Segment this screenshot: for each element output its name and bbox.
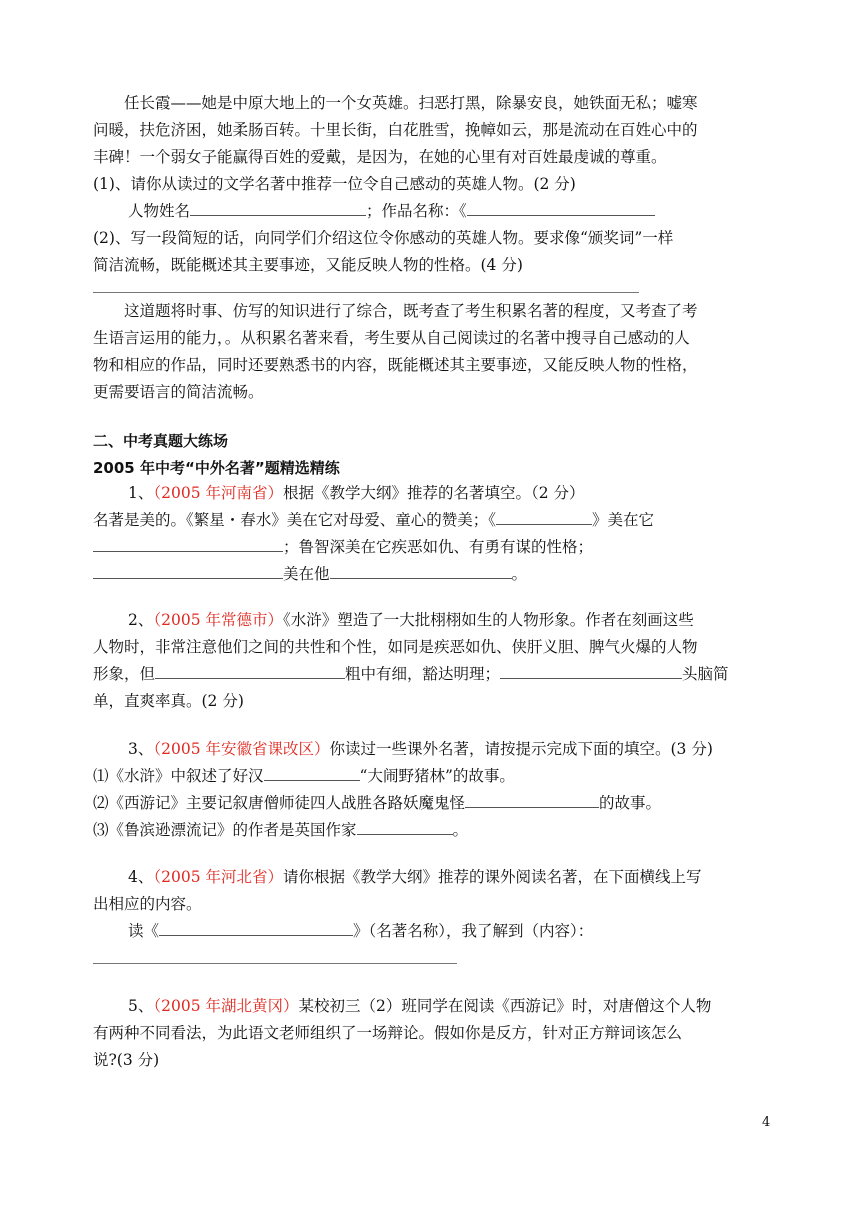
q3-item-1 <box>93 763 773 790</box>
q1-number: 1、 <box>128 484 154 502</box>
q2-line-2: 人物时，非常注意他们之间的共性和个性，如同是疾恶如仇、侠肝义胆、脾气火爆的人物 <box>93 638 698 656</box>
q1-line-4 <box>93 561 773 588</box>
analysis-line-2: 生语言运用的能力，。从积累名著来看，考生要从自己阅读过的名著中搜寻自己感动的人 <box>93 329 690 347</box>
q1-line-3-text: ；鲁智深美在它疾恶如仇、有勇有谋的性格； <box>283 538 594 556</box>
q1-text: 根据《教学大纲》推荐的名著填空。（2 分） <box>283 484 585 502</box>
q1-line-2-a: 名著是美的。《繁星・春水》美在它对母爱、童心的赞美；《 <box>93 511 497 529</box>
analysis-line-4: 更需要语言的简洁流畅。 <box>93 383 264 401</box>
q3-blank-2[interactable] <box>465 790 599 808</box>
q3-blank-1[interactable] <box>264 763 360 781</box>
q5-text: 某校初三（2）班同学在阅读《西游记》时，对唐僧这个人物 <box>298 997 712 1015</box>
intro-question-2-line-2: 简洁流畅，既能概述其主要事迹，又能反映人物的性格。(4 分) <box>93 256 523 274</box>
section-subheading: 2005 年中考“中外名著”题精选精练 <box>93 459 340 477</box>
q5-line-3: 说?(3 分) <box>93 1051 160 1069</box>
section-heading: 二、中考真题大练场 <box>93 432 229 450</box>
intro-question-2-line-1: (2)、写一段简短的话，向同学们介绍这位令你感动的英雄人物。要求像“颁奖词”一样 <box>93 229 674 247</box>
q1-line-4-b: 。 <box>511 565 528 583</box>
q3-item-2-b: 的故事。 <box>599 794 662 812</box>
q1-blank-3[interactable] <box>93 561 283 579</box>
q4-line-1 <box>93 864 773 891</box>
intro-passage <box>93 90 773 279</box>
q3-item-3-b: 。 <box>452 821 469 839</box>
q1-line-3 <box>93 534 773 561</box>
q3-item-1-b: “大闹野猪林”的故事。 <box>359 767 515 785</box>
q3-source: （2005 年安徽省课改区） <box>153 740 330 758</box>
q1-blank-2[interactable] <box>93 534 283 552</box>
q2-number: 2、 <box>128 611 154 629</box>
q1-line-2 <box>93 507 773 534</box>
page-number: 4 <box>762 1115 771 1130</box>
q1-source: （2005 年河南省） <box>153 484 283 502</box>
q4-answer-rule[interactable] <box>93 963 457 964</box>
q4-read-b: 》（名著名称），我了解到（内容）： <box>353 922 594 940</box>
q5-source: （2005 年湖北黄冈） <box>153 997 299 1015</box>
q4-text: 请你根据《教学大纲》推荐的课外阅读名著，在下面横线上写 <box>283 868 702 886</box>
intro-line-2: 问暖，扶危济困，她柔肠百转。十里长街，白花胜雪，挽幛如云，那是流动在百姓心中的 <box>93 121 698 139</box>
q1-line-4-a: 美在他 <box>283 565 330 583</box>
q1-blank-4[interactable] <box>330 561 512 579</box>
q4-blank-title[interactable] <box>159 918 353 936</box>
q4-source: （2005 年河北省） <box>153 868 283 886</box>
q5-line-1 <box>93 993 773 1020</box>
question-2 <box>93 607 773 715</box>
question-1 <box>93 480 773 588</box>
q3-item-3 <box>93 817 773 844</box>
q4-read-a: 读《 <box>128 922 160 940</box>
q4-line-2: 出相应的内容。 <box>93 895 202 913</box>
question-5 <box>93 993 773 1074</box>
q2-line-3-a: 形象，但 <box>93 665 156 683</box>
q3-line-1 <box>93 736 773 763</box>
q3-item-2-a: ⑵《西游记》主要记叙唐僧师徒四人战胜各路妖魔鬼怪 <box>93 794 466 812</box>
q1-line-2-b: 》美在它 <box>592 511 655 529</box>
q2-line-3-c: 头脑简 <box>682 665 729 683</box>
analysis-line-3: 物和相应的作品，同时还要熟悉书的内容，既能概述其主要事迹，又能反映人物的性格， <box>93 356 698 374</box>
q2-text: 《水浒》塑造了一大批栩栩如生的人物形象。作者在刻画这些 <box>283 611 694 629</box>
q4-number: 4、 <box>128 868 154 886</box>
q3-number: 3、 <box>128 740 154 758</box>
q2-line-1 <box>93 607 773 634</box>
q1-blank-1[interactable] <box>496 507 592 525</box>
q2-source: （2005 年常德市） <box>153 611 283 629</box>
q3-item-3-a: ⑶《鲁滨逊漂流记》的作者是英国作家 <box>93 821 357 839</box>
q2-line-3 <box>93 661 773 688</box>
q3-blank-3[interactable] <box>357 817 453 835</box>
q2-blank-1[interactable] <box>155 661 345 679</box>
q2-line-3-b: 粗中有细，豁达明理； <box>345 665 501 683</box>
q4-read-line <box>93 918 773 945</box>
analysis-line-1: 这道题将时事、仿写的知识进行了综合，既考查了考生积累名著的程度，又考查了考 <box>124 302 698 320</box>
name-blank[interactable] <box>190 198 366 216</box>
q5-number: 5、 <box>128 997 154 1015</box>
section-header <box>93 428 773 482</box>
answer-rule[interactable] <box>93 292 639 293</box>
intro-answer-line <box>93 198 773 225</box>
question-3 <box>93 736 773 844</box>
q1-line-1 <box>93 480 773 507</box>
q2-line-4: 单，直爽率真。(2 分) <box>93 692 244 710</box>
q5-line-2: 有两种不同看法，为此语文老师组织了一场辩论。假如你是反方，针对正方辩词该怎么 <box>93 1024 683 1042</box>
intro-line-3: 丰碑！一个弱女子能赢得百姓的爱戴，是因为，在她的心里有对百姓最虔诚的尊重。 <box>93 148 667 166</box>
q3-text: 你读过一些课外名著，请按提示完成下面的填空。(3 分) <box>329 740 713 758</box>
name-label: 人物姓名 <box>128 202 191 220</box>
question-4 <box>93 864 773 945</box>
q2-blank-2[interactable] <box>500 661 682 679</box>
intro-question-1: (1)、请你从读过的文学名著中推荐一位令自己感动的英雄人物。(2 分) <box>93 175 576 193</box>
q3-item-2 <box>93 790 773 817</box>
analysis-passage <box>93 298 773 406</box>
intro-line-1: 任长霞——她是中原大地上的一个女英雄。扫恶打黑，除暴安良，她铁面无私；嘘寒 <box>124 94 698 112</box>
work-blank[interactable] <box>467 198 655 216</box>
q3-item-1-a: ⑴《水浒》中叙述了好汉 <box>93 767 264 785</box>
work-label: ；作品名称：《 <box>366 202 467 220</box>
